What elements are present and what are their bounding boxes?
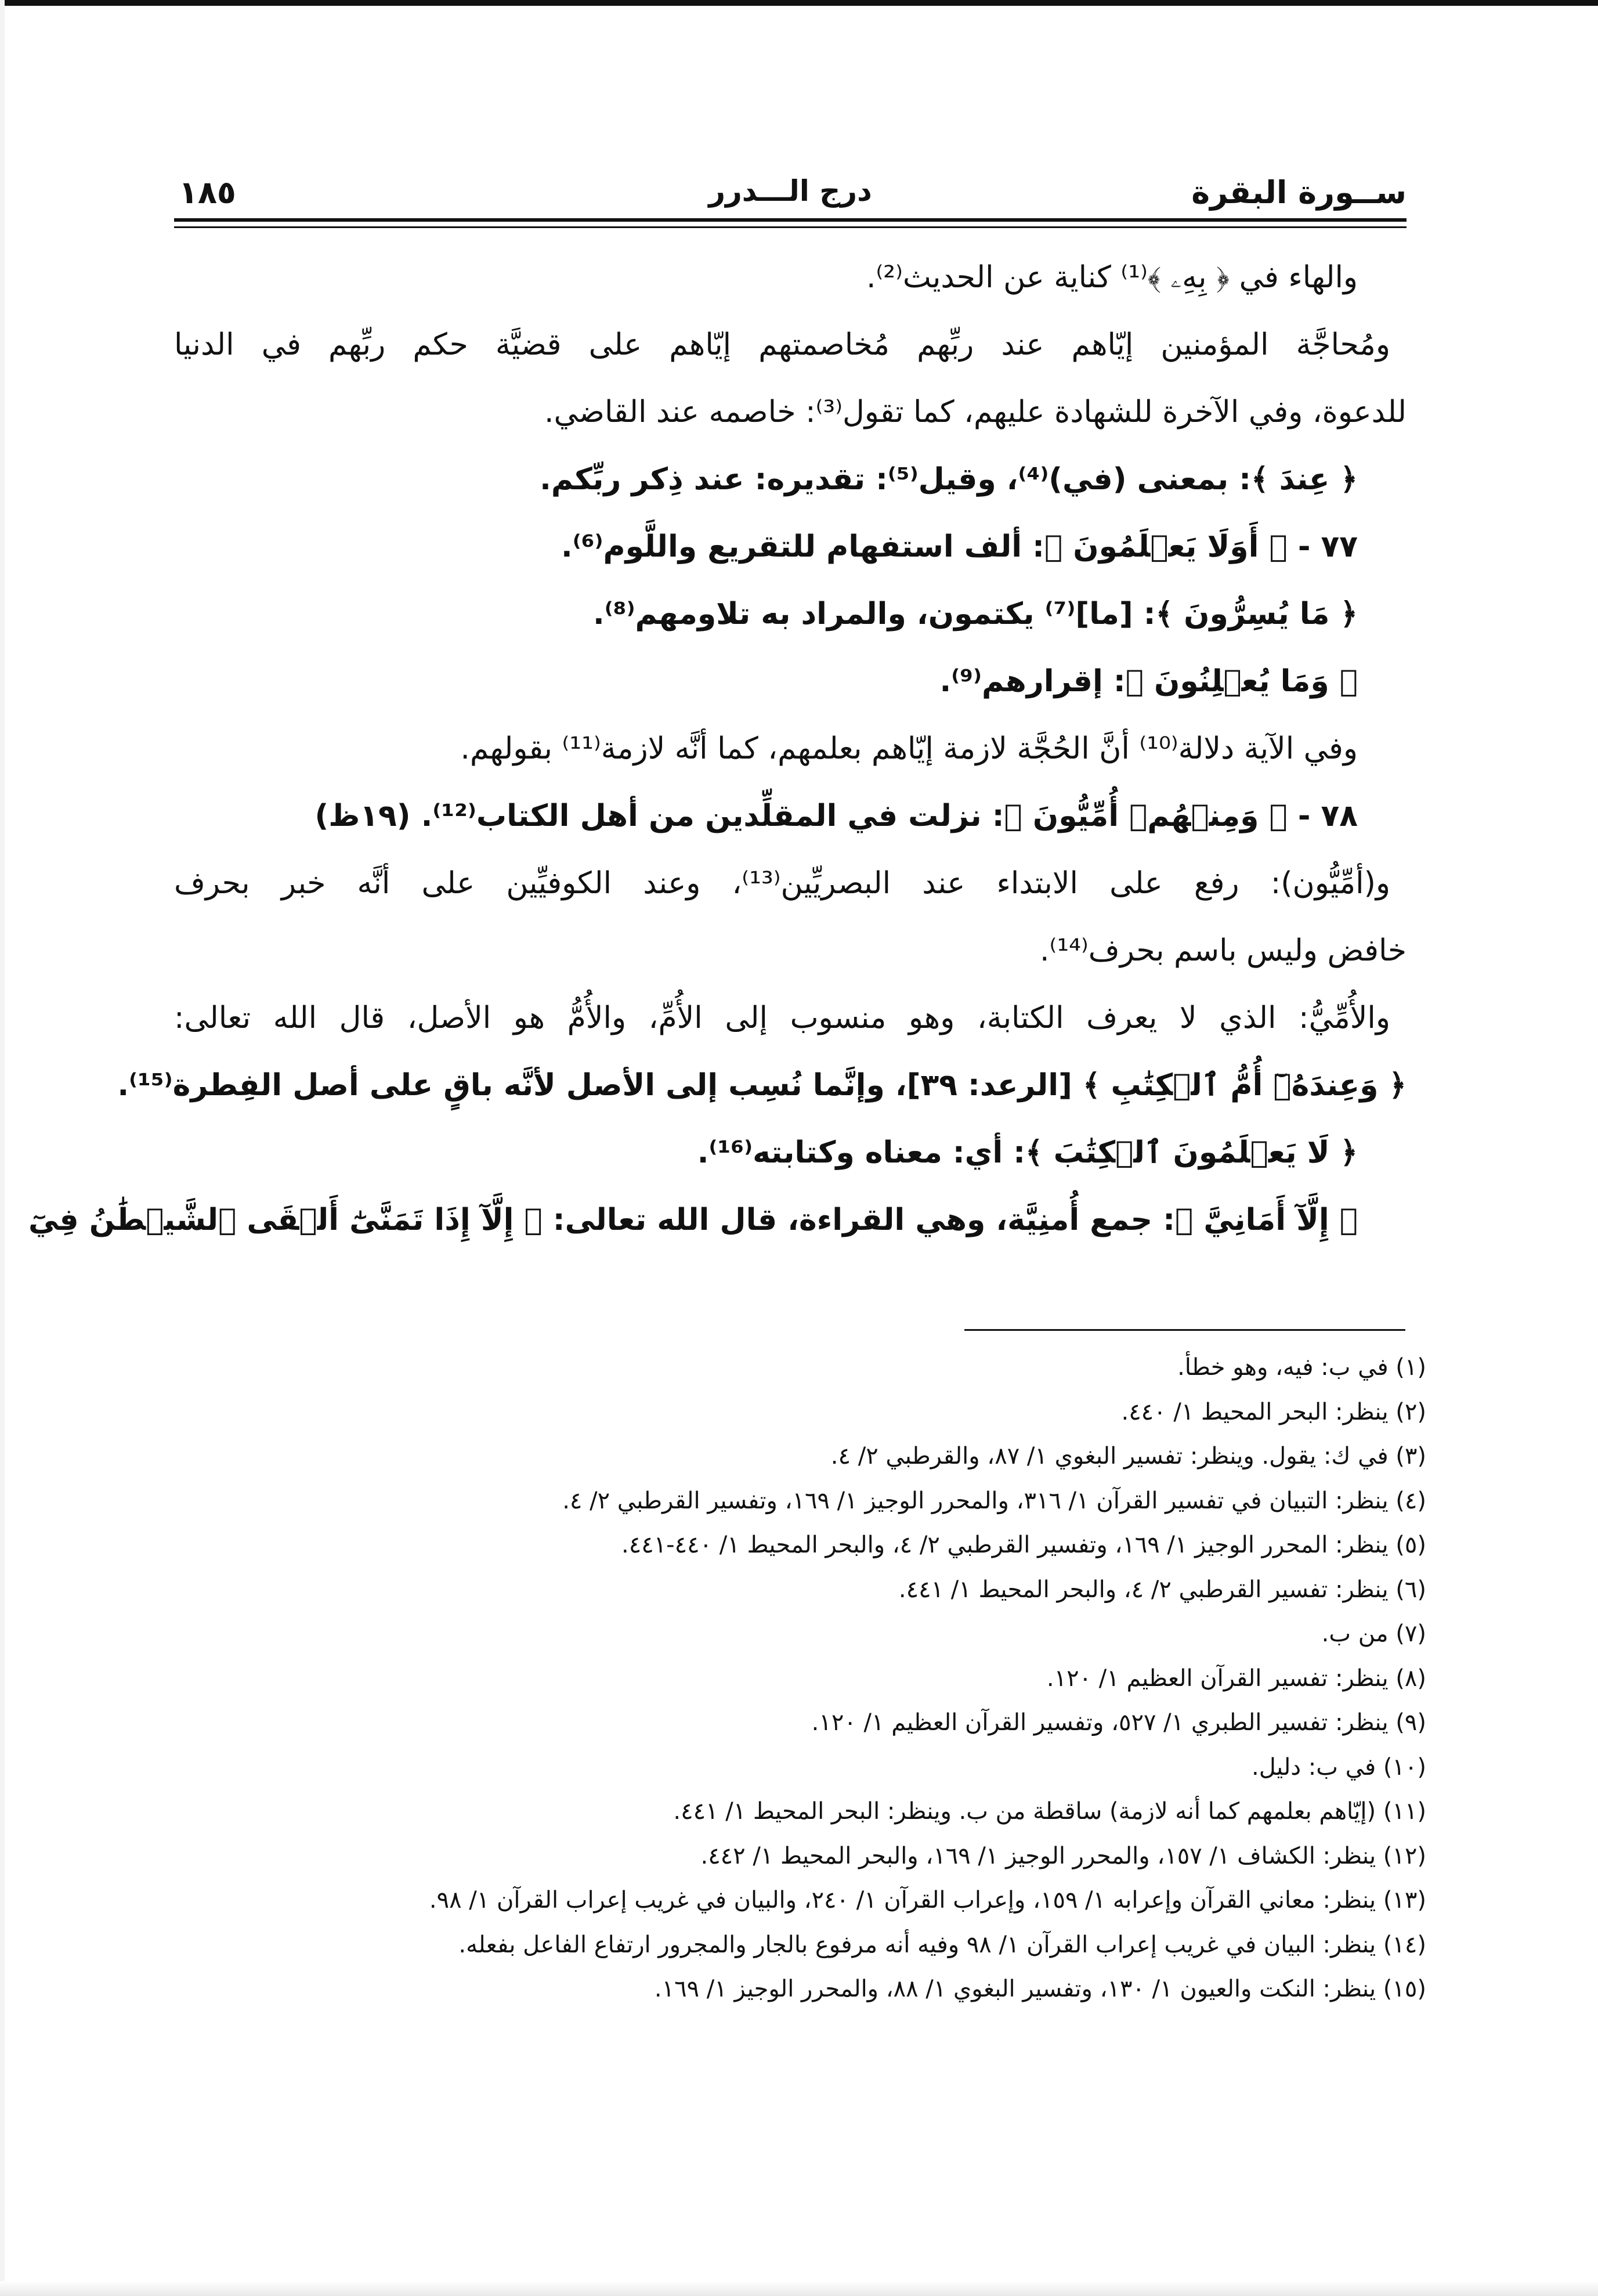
header-rule-thick [174, 218, 1407, 222]
body-line: ﴿ وَمَا يُعۡلِنُونَ ﴾: إقرارهم⁽⁹⁾. [939, 664, 1358, 699]
footnote: (٤) ينظر: التبيان في تفسير القرآن ١/ ٣١٦، والمحرر الوجيز ١/ ١٦٩، وتفسير القرطبي ٢/ ٤. [562, 1487, 1426, 1514]
body-line: والهاء في ﴿ بِهِۦ ﴾⁽¹⁾ كناية عن الحديث⁽²⁾. [866, 260, 1358, 295]
header-rule-thin [174, 226, 1407, 228]
main-text [28, 244, 1407, 1254]
running-title: درج الـــدرر [708, 174, 872, 208]
body-line: للدعوة، وفي الآخرة للشهادة عليهم، كما تقول⁽³⁾: خاصمه عند القاضي. [544, 395, 1407, 429]
body-line: وفي الآية دلالة⁽¹⁰⁾ أنَّ الحُجَّة لازمة إيّاهم بعلمهم، كما أنَّه لازمة⁽¹¹⁾ بقولهم. [460, 731, 1358, 766]
page-header [174, 174, 1407, 215]
body-line: ﴿ عِندَ ﴾: بمعنى (في)⁽⁴⁾، وقيل⁽⁵⁾: تقديره: عند ذِكر ربِّكم. [540, 462, 1358, 497]
footnote: (١٢) ينظر: الكشاف ١/ ١٥٧، والمحرر الوجيز ١/ ١٦٩، والبحر المحيط ١/ ٤٤٢. [700, 1842, 1426, 1869]
footnote: (٥) ينظر: المحرر الوجيز ١/ ١٦٩، وتفسير القرطبي ٢/ ٤، والبحر المحيط ١/ ٤٤٠-٤٤١. [621, 1532, 1426, 1558]
body-line: ﴿ لَا يَعۡلَمُونَ ٱلۡكِتَٰبَ ﴾: أي: معناه وكتابته⁽¹⁶⁾. [697, 1135, 1358, 1170]
body-line: ٧٧ - ﴿ أَوَلَا يَعۡلَمُونَ ﴾: ألف استفهام للتقريع واللَّوم⁽⁶⁾. [561, 529, 1358, 564]
footnote: (٨) ينظر: تفسير القرآن العظيم ١/ ١٢٠. [1046, 1665, 1426, 1692]
body-line: ومُحاجَّة المؤمنين إيّاهم عند ربِّهم مُخاصمتهم إيّاهم على قضيَّة حكم ربِّهم في الدنيا [174, 327, 1390, 362]
body-line: ﴿ مَا يُسِرُّونَ ﴾: [ما]⁽⁷⁾ يكتمون، والمراد به تلاومهم⁽⁸⁾. [593, 597, 1358, 631]
body-line: و(أمِّيُّون): رفع على الابتداء عند البصريِّين⁽¹³⁾، وعند الكوفيِّين على أنَّه خبر بحرف [174, 866, 1390, 901]
footnote: (١) في ب: فيه، وهو خطأ. [1177, 1354, 1426, 1381]
footnote: (١٤) ينظر: البيان في غريب إعراب القرآن ١/ ٩٨ وفيه أنه مرفوع بالجار والمجرور ارتفاع الفاعل بفعله. [458, 1931, 1426, 1958]
footnote: (١٣) ينظر: معاني القرآن وإعرابه ١/ ١٥٩، وإعراب القرآن ١/ ٢٤٠، والبيان في غريب إعراب القرآن ١/ ٩٨. [429, 1887, 1426, 1914]
footnotes [279, 1345, 1426, 2012]
footnote-separator [964, 1329, 1405, 1331]
scan-bottom-edge [0, 2281, 1598, 2296]
footnote: (٧) من ب. [1321, 1620, 1426, 1647]
body-line: ﴿ وَعِندَهُۥٓ أُمُّ ٱلۡكِتَٰبِ ﴾ [الرعد: ٣٩]، وإنَّما نُسِب إلى الأصل لأنَّه باقٍ على أصل الفِطرة⁽¹⁵⁾. [117, 1068, 1407, 1103]
body-line: ٧٨ - ﴿ وَمِنۡهُمۡ أُمِّيُّونَ ﴾: نزلت في المقلِّدين من أهل الكتاب⁽¹²⁾. (١٩ظ) [314, 799, 1358, 833]
body-line: والأُمِّيُّ: الذي لا يعرف الكتابة، وهو منسوب إلى الأُمِّ، والأُمُّ هو الأصل، قال الله تعالى: [174, 1001, 1390, 1035]
footnote: (١٠) في ب: دليل. [1252, 1753, 1426, 1781]
footnote: (٦) ينظر: تفسير القرطبي ٢/ ٤، والبحر المحيط ١/ ٤٤١. [898, 1576, 1426, 1603]
footnote: (٩) ينظر: تفسير الطبري ١/ ٥٢٧، وتفسير القرآن العظيم ١/ ١٢٠. [811, 1709, 1426, 1736]
footnote: (٣) في ك: يقول. وينظر: تفسير البغوي ١/ ٨٧، والقرطبي ٢/ ٤. [830, 1443, 1426, 1470]
surah-title: ســورة البقرة [1191, 174, 1407, 211]
scan-left-edge [0, 0, 5, 2296]
body-line: ﴿ إِلَّآ أَمَانِيَّ ﴾: جمع أُمنِيَّة، وهي القراءة، قال الله تعالى: ﴿ إِلَّآ إِذَا تَمَنَّىٰٓ أَلۡقَى ٱلشَّيۡطَٰنُ فِيٓ [28, 1203, 1358, 1237]
scan-top-edge [0, 0, 1598, 6]
page-number: ١٨٥ [179, 174, 236, 211]
footnote: (١١) (إيّاهم بعلمهم كما أنه لازمة) ساقطة من ب. وينظر: البحر المحيط ١/ ٤٤١. [673, 1798, 1426, 1825]
body-line: خافض وليس باسم بحرف⁽¹⁴⁾. [1040, 933, 1407, 968]
footnote: (٢) ينظر: البحر المحيط ١/ ٤٤٠. [1121, 1398, 1426, 1425]
footnote: (١٥) ينظر: النكت والعيون ١/ ١٣٠، وتفسير البغوي ١/ ٨٨، والمحرر الوجيز ١/ ١٦٩. [654, 1976, 1426, 2002]
